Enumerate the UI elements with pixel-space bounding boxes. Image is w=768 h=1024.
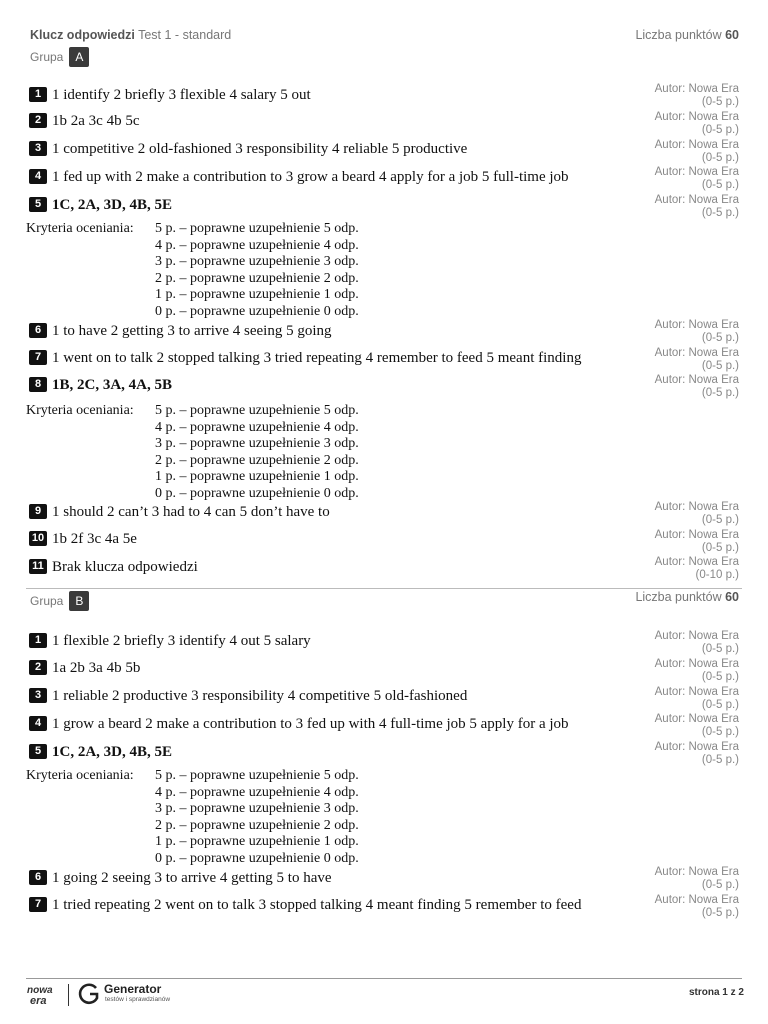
author-info [599,741,739,767]
author-name: Autor: Nowa Era [654,111,739,123]
exercise-number-badge: 4 [29,716,47,731]
author-info [599,894,739,920]
points-range: (0-5 p.) [701,514,739,526]
author-name: Autor: Nowa Era [654,630,739,642]
answer-row [29,322,629,340]
answer-text: 1 identify 2 briefly 3 flexible 4 salary 5 out [52,87,311,103]
criteria-line: 2 p. – poprawne uzupełnienie 2 odp. [155,817,359,833]
answer-text: 1b 2f 3c 4a 5e [52,531,137,547]
logo-text-top: nowa [27,985,53,996]
exercise-number-badge: 1 [29,87,47,102]
answer-row [29,687,629,705]
points-range: (0-5 p.) [701,699,739,711]
answer-text: 1b 2a 3c 4b 5c [52,113,140,129]
generator-title: Generator [104,982,162,996]
title-rest: Test 1 - standard [138,28,232,42]
author-info [599,374,739,400]
group-b-label: Grupa [30,594,64,608]
group-b-heading [30,591,89,611]
points-range: (0-5 p.) [701,332,739,344]
criteria-line: 4 p. – poprawne uzupełnienie 4 odp. [155,784,359,800]
author-info [599,658,739,684]
answer-row [29,896,629,914]
answer-row [29,632,629,650]
author-info [599,686,739,712]
criteria-line: 1 p. – poprawne uzupełnienie 1 odp. [155,469,359,484]
points-range: (0-5 p.) [701,726,739,738]
exercise-number-badge: 6 [29,323,47,338]
exercise-number-badge: 7 [29,897,47,912]
title-bold: Klucz odpowiedzi [30,28,135,42]
criteria-line: 0 p. – poprawne uzupełnienie 0 odp. [155,485,359,501]
criteria-label: Kryteria oceniania: [26,403,134,418]
logo-text-bottom: era [30,995,47,1007]
group-a-heading [30,47,89,67]
points-range: (0-5 p.) [701,879,739,891]
points-range: (0-5 p.) [701,671,739,683]
answer-row [29,503,629,521]
author-name: Autor: Nowa Era [654,347,739,359]
answer-text: 1a 2b 3a 4b 5b [52,660,141,676]
points-range: (0-5 p.) [701,907,739,919]
author-name: Autor: Nowa Era [654,741,739,753]
points-value: 60 [725,28,739,42]
answer-text: 1 fed up with 2 make a contribution to 3 grow a beard 4 apply for a job 5 full-time job [52,169,569,185]
document-title [30,28,231,42]
answer-row [29,659,629,677]
group-a-label: Grupa [30,50,64,64]
author-name: Autor: Nowa Era [654,529,739,541]
answer-text: 1 going 2 seeing 3 to arrive 4 getting 5 to have [52,870,332,886]
answer-text: 1C, 2A, 3D, 4B, 5E [52,744,173,760]
footer-divider [26,978,742,979]
criteria-line: 2 p. – poprawne uzupełnienie 2 odp. [155,452,359,468]
points-range: (0-5 p.) [701,542,739,554]
answer-text: 1 competitive 2 old-fashioned 3 responsibility 4 reliable 5 productive [52,141,468,157]
author-name: Autor: Nowa Era [654,501,739,513]
group-b-points-value: 60 [725,590,739,604]
criteria-line: 3 p. – poprawne uzupełnienie 3 odp. [155,801,359,816]
criteria-line: 5 p. – poprawne uzupełnienie 5 odp. [155,221,359,236]
answer-row [29,86,629,104]
criteria-line: 0 p. – poprawne uzupełnienie 0 odp. [155,850,359,866]
criteria-line: 3 p. – poprawne uzupełnienie 3 odp. [155,254,359,269]
group-a-badge: A [69,47,89,67]
answer-row [29,743,629,761]
answer-text: 1 to have 2 getting 3 to arrive 4 seeing 5 going [52,323,332,339]
author-info [599,529,739,555]
criteria-line: 2 p. – poprawne uzupełnienie 2 odp. [155,270,359,286]
author-info [599,139,739,165]
answer-row [29,715,629,733]
author-name: Autor: Nowa Era [654,556,739,568]
author-info [599,713,739,739]
author-name: Autor: Nowa Era [654,319,739,331]
criteria-line: 4 p. – poprawne uzupełnienie 4 odp. [155,419,359,435]
answer-row [29,140,629,158]
answer-row [29,349,629,367]
answer-row [29,168,629,186]
author-info [599,166,739,192]
answer-text: Brak klucza odpowiedzi [52,559,198,575]
criteria-label: Kryteria oceniania: [26,221,134,236]
author-name: Autor: Nowa Era [654,83,739,95]
answer-text: 1 reliable 2 productive 3 responsibility 4 competitive 5 old-fashioned [52,688,468,704]
points-range: (0-10 p.) [695,569,739,581]
author-name: Autor: Nowa Era [654,866,739,878]
answer-row [29,196,629,214]
points-range: (0-5 p.) [701,96,739,108]
answer-row [29,558,629,576]
answer-text: 1 should 2 can’t 3 had to 4 can 5 don’t have to [52,504,330,520]
group-divider [26,588,742,589]
criteria-line: 3 p. – poprawne uzupełnienie 3 odp. [155,436,359,451]
page-number: strona 1 z 2 [688,987,744,998]
author-info [599,866,739,892]
author-name: Autor: Nowa Era [654,894,739,906]
footer-separator [68,984,69,1006]
points-range: (0-5 p.) [701,207,739,219]
author-info [599,556,739,582]
exercise-number-badge: 6 [29,870,47,885]
nowa-era-logo [26,983,60,1007]
exercise-number-badge: 1 [29,633,47,648]
answer-text: 1 went on to talk 2 stopped talking 3 tried repeating 4 remember to feed 5 meant finding [52,350,582,366]
author-name: Autor: Nowa Era [654,713,739,725]
answer-row [29,112,629,130]
points-range: (0-5 p.) [701,179,739,191]
answer-row [29,530,629,548]
points-range: (0-5 p.) [701,643,739,655]
exercise-number-badge: 3 [29,141,47,156]
exercise-number-badge: 8 [29,377,47,392]
exercise-number-badge: 5 [29,197,47,212]
answer-text: 1 tried repeating 2 went on to talk 3 stopped talking 4 meant finding 5 remember to feed [52,897,582,913]
author-info [599,347,739,373]
author-name: Autor: Nowa Era [654,194,739,206]
criteria-label: Kryteria oceniania: [26,768,134,783]
author-name: Autor: Nowa Era [654,139,739,151]
points-range: (0-5 p.) [701,387,739,399]
answer-text: 1 flexible 2 briefly 3 identify 4 out 5 salary [52,633,311,649]
total-points [635,28,739,42]
exercise-number-badge: 2 [29,113,47,128]
generator-subtitle: testów i sprawdzianów [105,996,171,1003]
author-info [599,630,739,656]
criteria-line: 1 p. – poprawne uzupełnienie 1 odp. [155,287,359,302]
exercise-number-badge: 7 [29,350,47,365]
answer-text: 1C, 2A, 3D, 4B, 5E [52,197,173,213]
criteria-line: 5 p. – poprawne uzupełnienie 5 odp. [155,403,359,418]
group-b-points-label: Liczba punktów [635,590,722,604]
exercise-number-badge: 2 [29,660,47,675]
author-name: Autor: Nowa Era [654,686,739,698]
generator-g-icon [77,982,101,1006]
author-name: Autor: Nowa Era [654,166,739,178]
author-info [599,501,739,527]
points-label: Liczba punktów [635,28,722,42]
exercise-number-badge: 5 [29,744,47,759]
points-range: (0-5 p.) [701,152,739,164]
criteria-line: 5 p. – poprawne uzupełnienie 5 odp. [155,768,359,783]
exercise-number-badge: 4 [29,169,47,184]
answer-row [29,376,629,394]
exercise-number-badge: 10 [29,531,47,546]
author-info [599,83,739,109]
criteria-line: 0 p. – poprawne uzupełnienie 0 odp. [155,303,359,319]
answer-row [29,869,629,887]
exercise-number-badge: 11 [29,559,47,574]
group-b-points [635,590,739,604]
author-info [599,111,739,137]
answer-text: 1 grow a beard 2 make a contribution to 3 fed up with 4 full-time job 5 apply for a job [52,716,569,732]
criteria-line: 1 p. – poprawne uzupełnienie 1 odp. [155,834,359,849]
group-b-badge: B [69,591,89,611]
exercise-number-badge: 9 [29,504,47,519]
author-info [599,319,739,345]
points-range: (0-5 p.) [701,754,739,766]
author-name: Autor: Nowa Era [654,658,739,670]
author-name: Autor: Nowa Era [654,374,739,386]
points-range: (0-5 p.) [701,360,739,372]
exercise-number-badge: 3 [29,688,47,703]
criteria-line: 4 p. – poprawne uzupełnienie 4 odp. [155,237,359,253]
answer-text: 1B, 2C, 3A, 4A, 5B [52,377,173,393]
author-info [599,194,739,220]
points-range: (0-5 p.) [701,124,739,136]
